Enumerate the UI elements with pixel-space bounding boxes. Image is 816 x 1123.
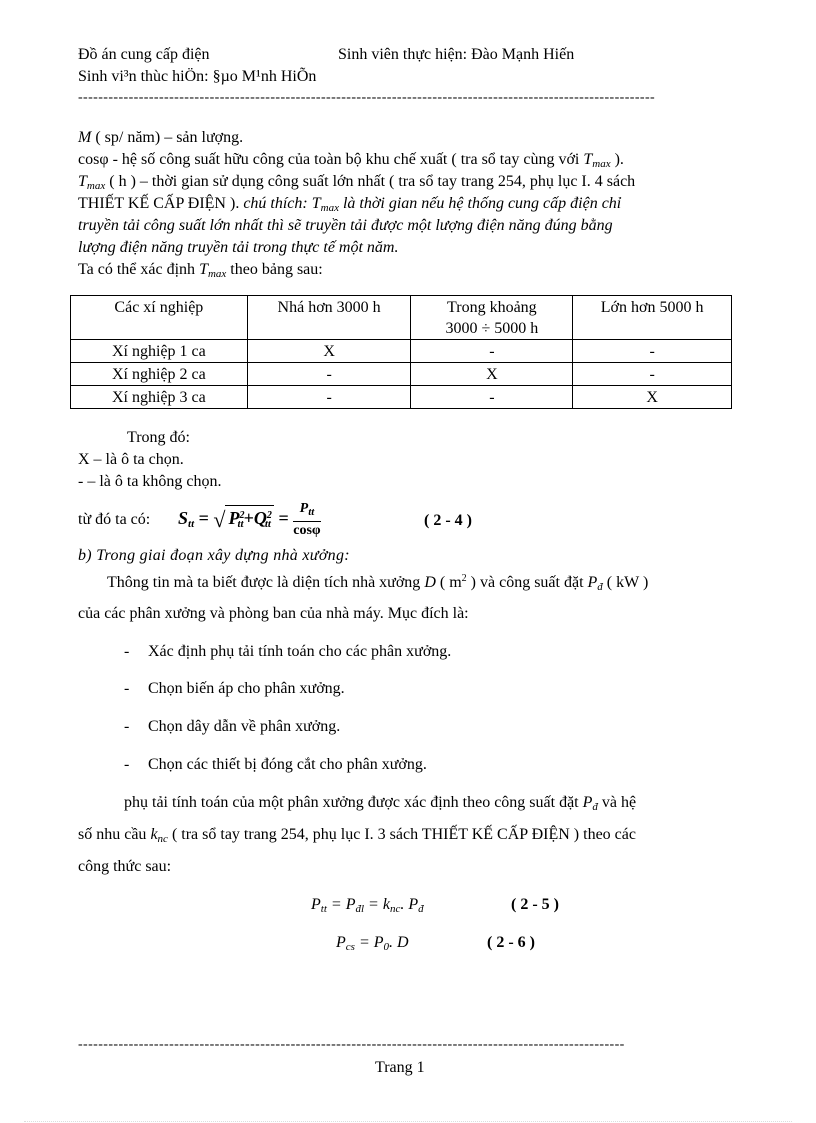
- sqrt-symbol: √: [213, 506, 226, 532]
- cs-sub: cs: [345, 941, 355, 953]
- p-symbol: P: [228, 508, 240, 529]
- d-sub: đ: [597, 581, 603, 593]
- tt-sub: tt: [188, 518, 195, 530]
- table-row: [71, 386, 732, 409]
- bullet-item: Xác định phụ tải tính toán cho các phân xưởng.: [148, 643, 452, 660]
- eq-part: = k: [364, 896, 390, 913]
- table-cell: -: [411, 386, 573, 409]
- formula-24-prefix: từ đó ta có:: [78, 511, 151, 528]
- p1-sup: 2: [461, 573, 467, 584]
- section-b-p1-line1: [107, 573, 758, 593]
- cos-end: ).: [610, 151, 624, 168]
- eq-part: = P: [326, 896, 356, 913]
- fraction-denominator: cosφ: [293, 522, 321, 538]
- tmax-sub: max: [86, 180, 106, 192]
- line-tmax: [78, 173, 635, 192]
- d-sub: đ: [592, 801, 598, 813]
- table-row: [71, 363, 732, 386]
- header-left: Đồ án cung cấp điện: [78, 46, 210, 63]
- line-m: [78, 129, 243, 147]
- section-b-p2-line3: công thức sau:: [78, 858, 172, 875]
- equals-sign: =: [278, 508, 289, 528]
- eq-part: . P: [400, 896, 419, 913]
- bullet-item: Chọn biến áp cho phân xưởng.: [148, 680, 345, 697]
- legend-x: X – là ô ta chọn.: [78, 451, 184, 468]
- d-symbol: D: [424, 574, 436, 591]
- k-symbol: k: [150, 826, 158, 843]
- table-header-cell: Các xí nghiệp: [71, 296, 248, 340]
- formula-26-label: ( 2 - 6 ): [487, 934, 535, 951]
- fraction: [293, 500, 320, 540]
- p1-text: ( m: [435, 574, 462, 591]
- exp-2: 2: [266, 510, 272, 522]
- table-cell: X: [573, 386, 732, 409]
- tmax-sub: max: [592, 158, 611, 170]
- p-symbol: P: [311, 896, 321, 913]
- table-cell: Xí nghiệp 2 ca: [71, 363, 248, 386]
- plus-sign: +: [243, 508, 254, 529]
- tt-sub: tt: [237, 518, 244, 531]
- sqrt-body: [225, 505, 274, 534]
- book-ref: THIẾT KẾ CẤP ĐIỆN ).: [78, 195, 244, 212]
- bullet-mark: -: [124, 680, 130, 697]
- tmax-symbol: T: [583, 151, 593, 168]
- p2-text: ( tra sổ tay trang 254, phụ lục I. 3 sách THIẾT KẾ CẤP ĐIỆN ) theo các: [167, 826, 636, 843]
- p1-text: ) và công suất đặt: [466, 574, 588, 591]
- table-cell: -: [573, 340, 732, 363]
- line-cos: [78, 151, 624, 170]
- fraction-numerator: [293, 500, 320, 522]
- det-end: theo bảng sau:: [226, 261, 323, 278]
- bullet-item: Chọn dây dẫn về phân xưởng.: [148, 718, 341, 735]
- header-right: Sinh viên thực hiện: Đào Mạnh Hiến: [338, 46, 575, 63]
- table-header-cell: Nhá hơn 3000 h: [247, 296, 411, 340]
- page-number: Trang 1: [375, 1059, 425, 1076]
- q-symbol: Q: [253, 508, 267, 529]
- table-header-cell: [411, 296, 573, 340]
- d-sub: đ: [418, 903, 424, 915]
- note-text: là thời gian nếu hệ thống cung cấp điện chỉ: [338, 195, 622, 212]
- p1-text: ( kW ): [602, 574, 649, 591]
- tmax-text: ( h ) – thời gian sử dụng công suất lớn nhất ( tra sổ tay trang 254, phụ lục I. 4 sách: [105, 173, 636, 190]
- legend-dash: - – là ô ta không chọn.: [78, 473, 222, 490]
- tt-sub: tt: [264, 518, 271, 531]
- formula-25: [311, 896, 424, 915]
- nc-sub: nc: [389, 903, 401, 915]
- legend-title: Trong đó:: [127, 429, 190, 446]
- table-header-cell: Lớn hơn 5000 h: [573, 296, 732, 340]
- table-cell: -: [573, 363, 732, 386]
- p-symbol: P: [299, 500, 309, 516]
- tt-sub: tt: [308, 505, 315, 518]
- exp-2: 2: [239, 510, 245, 522]
- bullet-mark: -: [124, 756, 130, 773]
- page-edge: [24, 1121, 792, 1122]
- section-b-p2-line1: [124, 794, 636, 813]
- line-determine: [78, 261, 323, 280]
- nc-sub: nc: [157, 833, 168, 845]
- formula-25-label: ( 2 - 5 ): [511, 896, 559, 913]
- zero-sub: 0: [383, 941, 390, 953]
- table-cell: -: [247, 363, 411, 386]
- footer-rule: ------------------------------------------------------------------------------------------------------------: [78, 1037, 625, 1052]
- table-header-row: [71, 296, 732, 340]
- tmax-table: [70, 295, 732, 409]
- eq-part: . D: [389, 934, 409, 951]
- p2-text: phụ tải tính toán của một phân xưởng được xác định theo công suất đặt: [124, 794, 583, 811]
- bullet-mark: -: [124, 718, 130, 735]
- section-b-p2-line2: [78, 826, 636, 845]
- table-cell: X: [247, 340, 411, 363]
- table-cell: -: [247, 386, 411, 409]
- cos-text: cosφ - hệ số công suất hữu công của toàn bộ khu chế xuất ( tra sổ tay cùng với: [78, 151, 584, 168]
- tmax-symbol: T: [311, 195, 321, 212]
- line-note: [78, 195, 621, 214]
- section-b-title: b) Trong giai đoạn xây dựng nhà xưởng:: [78, 547, 350, 564]
- dl-sub: đl: [355, 903, 365, 915]
- p-symbol: P: [582, 794, 593, 811]
- p-symbol: P: [336, 934, 346, 951]
- formula-24: [178, 496, 321, 546]
- tmax-symbol: T: [78, 173, 87, 190]
- p2-text: số nhu cầu: [78, 826, 151, 843]
- p2-text: và hệ: [597, 794, 637, 811]
- equals-sign: =: [198, 508, 209, 528]
- header-rule: ------------------------------------------------------------------------------------------------------------------: [78, 90, 656, 105]
- table-cell: -: [411, 340, 573, 363]
- tmax-sub: max: [207, 268, 227, 280]
- table-cell: Xí nghiệp 1 ca: [71, 340, 248, 363]
- bullet-item: Chọn các thiết bị đóng cắt cho phân xưởng.: [148, 756, 427, 773]
- header-garbled: Sinh vi³n thùc hiÖn: §µo M¹nh HiÕn: [78, 68, 317, 85]
- table-cell: X: [411, 363, 573, 386]
- bullet-mark: -: [124, 643, 130, 660]
- header-line: Trong khoảng: [447, 299, 537, 316]
- section-b-p1-line2: của các phân xưởng và phòng ban của nhà máy. Mục đích là:: [78, 605, 469, 622]
- table-cell: Xí nghiệp 3 ca: [71, 386, 248, 409]
- tmax-symbol: T: [199, 261, 208, 278]
- m-symbol: M: [78, 129, 92, 146]
- det-text: Ta có thể xác định: [78, 261, 200, 278]
- formula-26: [336, 934, 409, 953]
- m-text: ( sp/ năm) – sản lượng.: [91, 129, 244, 146]
- p1-text: Thông tin mà ta biết được là diện tích nhà xưởng: [107, 574, 425, 591]
- s-symbol: S: [178, 508, 189, 528]
- p-symbol: P: [587, 574, 598, 591]
- formula-24-label: ( 2 - 4 ): [424, 512, 472, 529]
- eq-part: = P: [354, 934, 384, 951]
- note-label: chú thích:: [243, 195, 312, 212]
- header-line: 3000 ÷ 5000 h: [445, 320, 539, 337]
- tmax-sub: max: [320, 202, 339, 214]
- note-line-3: lượng điện năng truyền tải trong thực tế một năm.: [78, 239, 399, 256]
- note-line-2: truyền tải công suất lớn nhất thì sẽ truyền tải được một lượng điện năng đúng bằng: [78, 217, 613, 234]
- table-row: [71, 340, 732, 363]
- tt-sub: tt: [320, 903, 327, 915]
